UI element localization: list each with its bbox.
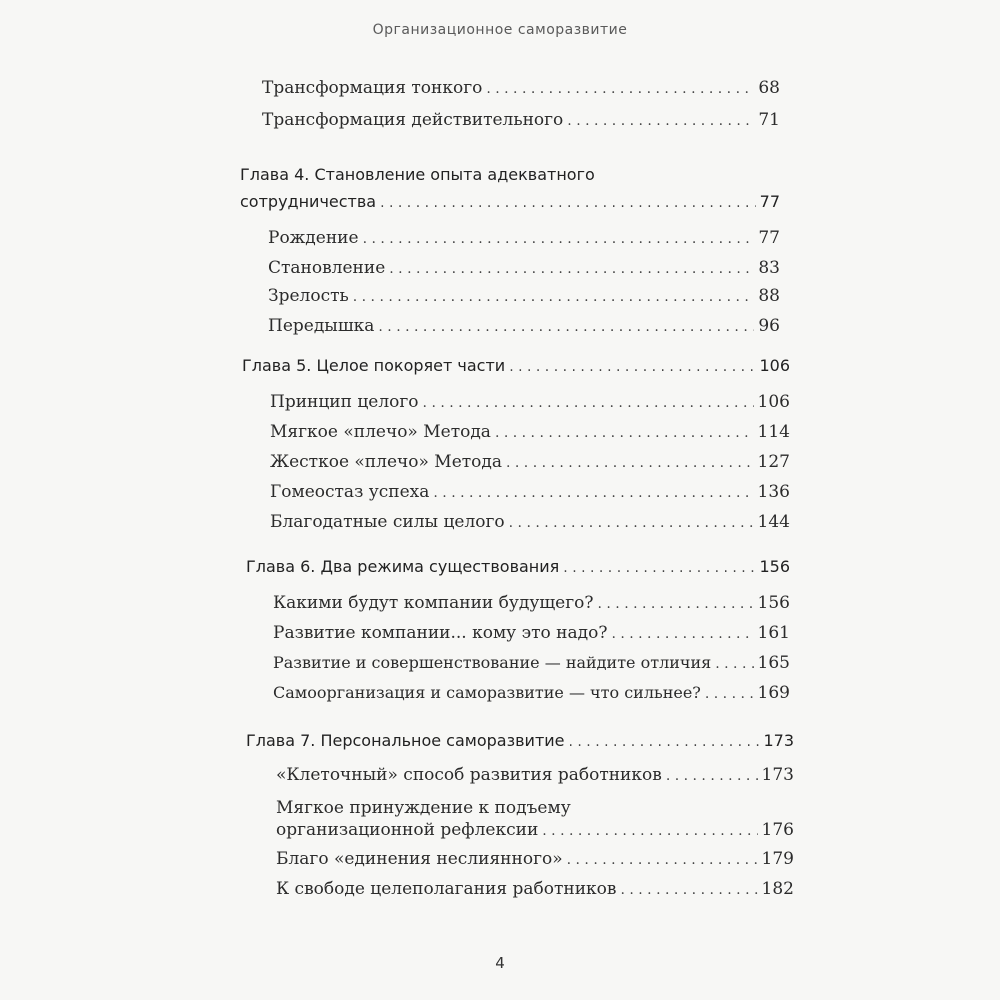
dot-leader [611, 623, 753, 643]
dot-leader [433, 482, 753, 502]
toc-entry-page: 127 [757, 452, 790, 472]
page-number: 4 [495, 954, 505, 972]
dot-leader [666, 765, 758, 785]
toc-entry[interactable] [262, 110, 780, 130]
toc-entry[interactable] [276, 879, 794, 899]
chapter-page: 77 [759, 192, 780, 211]
toc-entry[interactable] [268, 316, 780, 336]
toc-entry-page: 71 [758, 110, 780, 130]
toc-entry-page: 136 [757, 482, 790, 502]
chapter-entry[interactable] [246, 731, 794, 750]
dot-leader [620, 879, 757, 899]
toc-entry-label: Развитие компании... кому это надо? [273, 623, 608, 643]
chapter-title: сотрудничества [240, 192, 377, 211]
dot-leader [423, 392, 754, 412]
toc-entry-page: 144 [757, 512, 790, 532]
toc-entry[interactable] [276, 765, 794, 785]
toc-entry-page: 88 [758, 286, 780, 306]
dot-leader [378, 316, 754, 336]
toc-entry-page: 182 [761, 879, 794, 899]
toc-entry[interactable] [270, 422, 790, 442]
dot-leader [380, 192, 756, 211]
toc-entry-page: 114 [757, 422, 790, 442]
chapter-entry[interactable] [242, 356, 790, 375]
dot-leader [598, 593, 754, 613]
toc-entry-label: Гомеостаз успеха [270, 482, 430, 502]
toc-entry[interactable] [270, 452, 790, 472]
dot-leader [389, 258, 754, 278]
toc-entry[interactable] [270, 392, 790, 412]
toc-entry[interactable] [273, 683, 790, 703]
toc-entry-page: 169 [757, 683, 790, 703]
toc-entry-label: Какими будут компании будущего? [273, 593, 594, 613]
chapter-title: Глава 7. Персональное саморазвитие [246, 731, 565, 750]
dot-leader [353, 286, 755, 306]
toc-entry-label: Благо «единения неслиянного» [276, 849, 563, 869]
toc-entry-page: 161 [757, 623, 790, 643]
toc-entry-label: Трансформация действительного [262, 110, 564, 130]
dot-leader [563, 557, 755, 576]
toc-entry-label: Передышка [268, 316, 375, 336]
chapter-title-line: Глава 4. Становление опыта адекватного [240, 165, 595, 184]
toc-entry-label: Становление [268, 258, 386, 278]
chapter-title: Глава 5. Целое покоряет части [242, 356, 506, 375]
toc-entry-label: Рождение [268, 228, 359, 248]
chapter-page: 173 [763, 731, 794, 750]
toc-entry[interactable] [273, 623, 790, 643]
chapter-entry[interactable] [240, 192, 780, 211]
toc-entry-label: Трансформация тонкого [262, 78, 483, 98]
toc-entry-label: Зрелость [268, 286, 349, 306]
toc-entry[interactable] [262, 78, 780, 98]
dot-leader [495, 422, 754, 442]
toc-entry-page: 179 [761, 849, 794, 869]
toc-entry-page: 68 [758, 78, 780, 98]
dot-leader [506, 452, 754, 472]
toc-entry-page: 77 [758, 228, 780, 248]
dot-leader [705, 683, 754, 703]
toc-entry[interactable] [276, 849, 794, 869]
toc-entry-label: «Клеточный» способ развития работников [276, 765, 662, 785]
toc-entry[interactable] [270, 512, 790, 532]
toc-entry[interactable] [268, 228, 780, 248]
toc-entry-page: 156 [757, 593, 790, 613]
toc-entry[interactable] [276, 820, 794, 840]
dot-leader [486, 78, 754, 98]
toc-entry-label: Самоорганизация и саморазвитие — что сильнее? [273, 683, 701, 702]
toc-entry-label: Мягкое «плечо» Метода [270, 422, 491, 442]
dot-leader [509, 512, 754, 532]
toc-entry[interactable] [268, 258, 780, 278]
dot-leader [509, 356, 755, 375]
dot-leader [542, 820, 757, 840]
toc-entry-page: 165 [757, 653, 790, 673]
running-title: Организационное саморазвитие [372, 22, 628, 38]
toc-entry-label: К свободе целеполагания работников [276, 879, 617, 899]
toc-entry-label: Развитие и совершенствование — найдите отличия [273, 653, 712, 672]
toc-entry-page: 83 [758, 258, 780, 278]
toc-entry-label: Благодатные силы целого [270, 512, 505, 532]
chapter-title: Глава 6. Два режима существования [246, 557, 560, 576]
toc-entry-label: организационной рефлексии [276, 820, 539, 840]
dot-leader [567, 110, 754, 130]
toc-entry[interactable] [268, 286, 780, 306]
chapter-entry[interactable] [246, 557, 790, 576]
dot-leader [715, 653, 753, 673]
toc-entry-label-line: Мягкое принуждение к подъему [276, 798, 571, 818]
toc-entry[interactable] [273, 653, 790, 673]
chapter-page: 106 [759, 356, 790, 375]
toc-entry-page: 173 [761, 765, 794, 785]
dot-leader [567, 849, 758, 869]
toc-entry[interactable] [273, 593, 790, 613]
toc-entry-label: Принцип целого [270, 392, 419, 412]
dot-leader [363, 228, 755, 248]
chapter-page: 156 [759, 557, 790, 576]
dot-leader [569, 731, 760, 750]
toc-entry-page: 106 [757, 392, 790, 412]
toc-entry-page: 176 [761, 820, 794, 840]
toc-entry-page: 96 [758, 316, 780, 336]
toc-entry[interactable] [270, 482, 790, 502]
toc-entry-label: Жесткое «плечо» Метода [270, 452, 502, 472]
